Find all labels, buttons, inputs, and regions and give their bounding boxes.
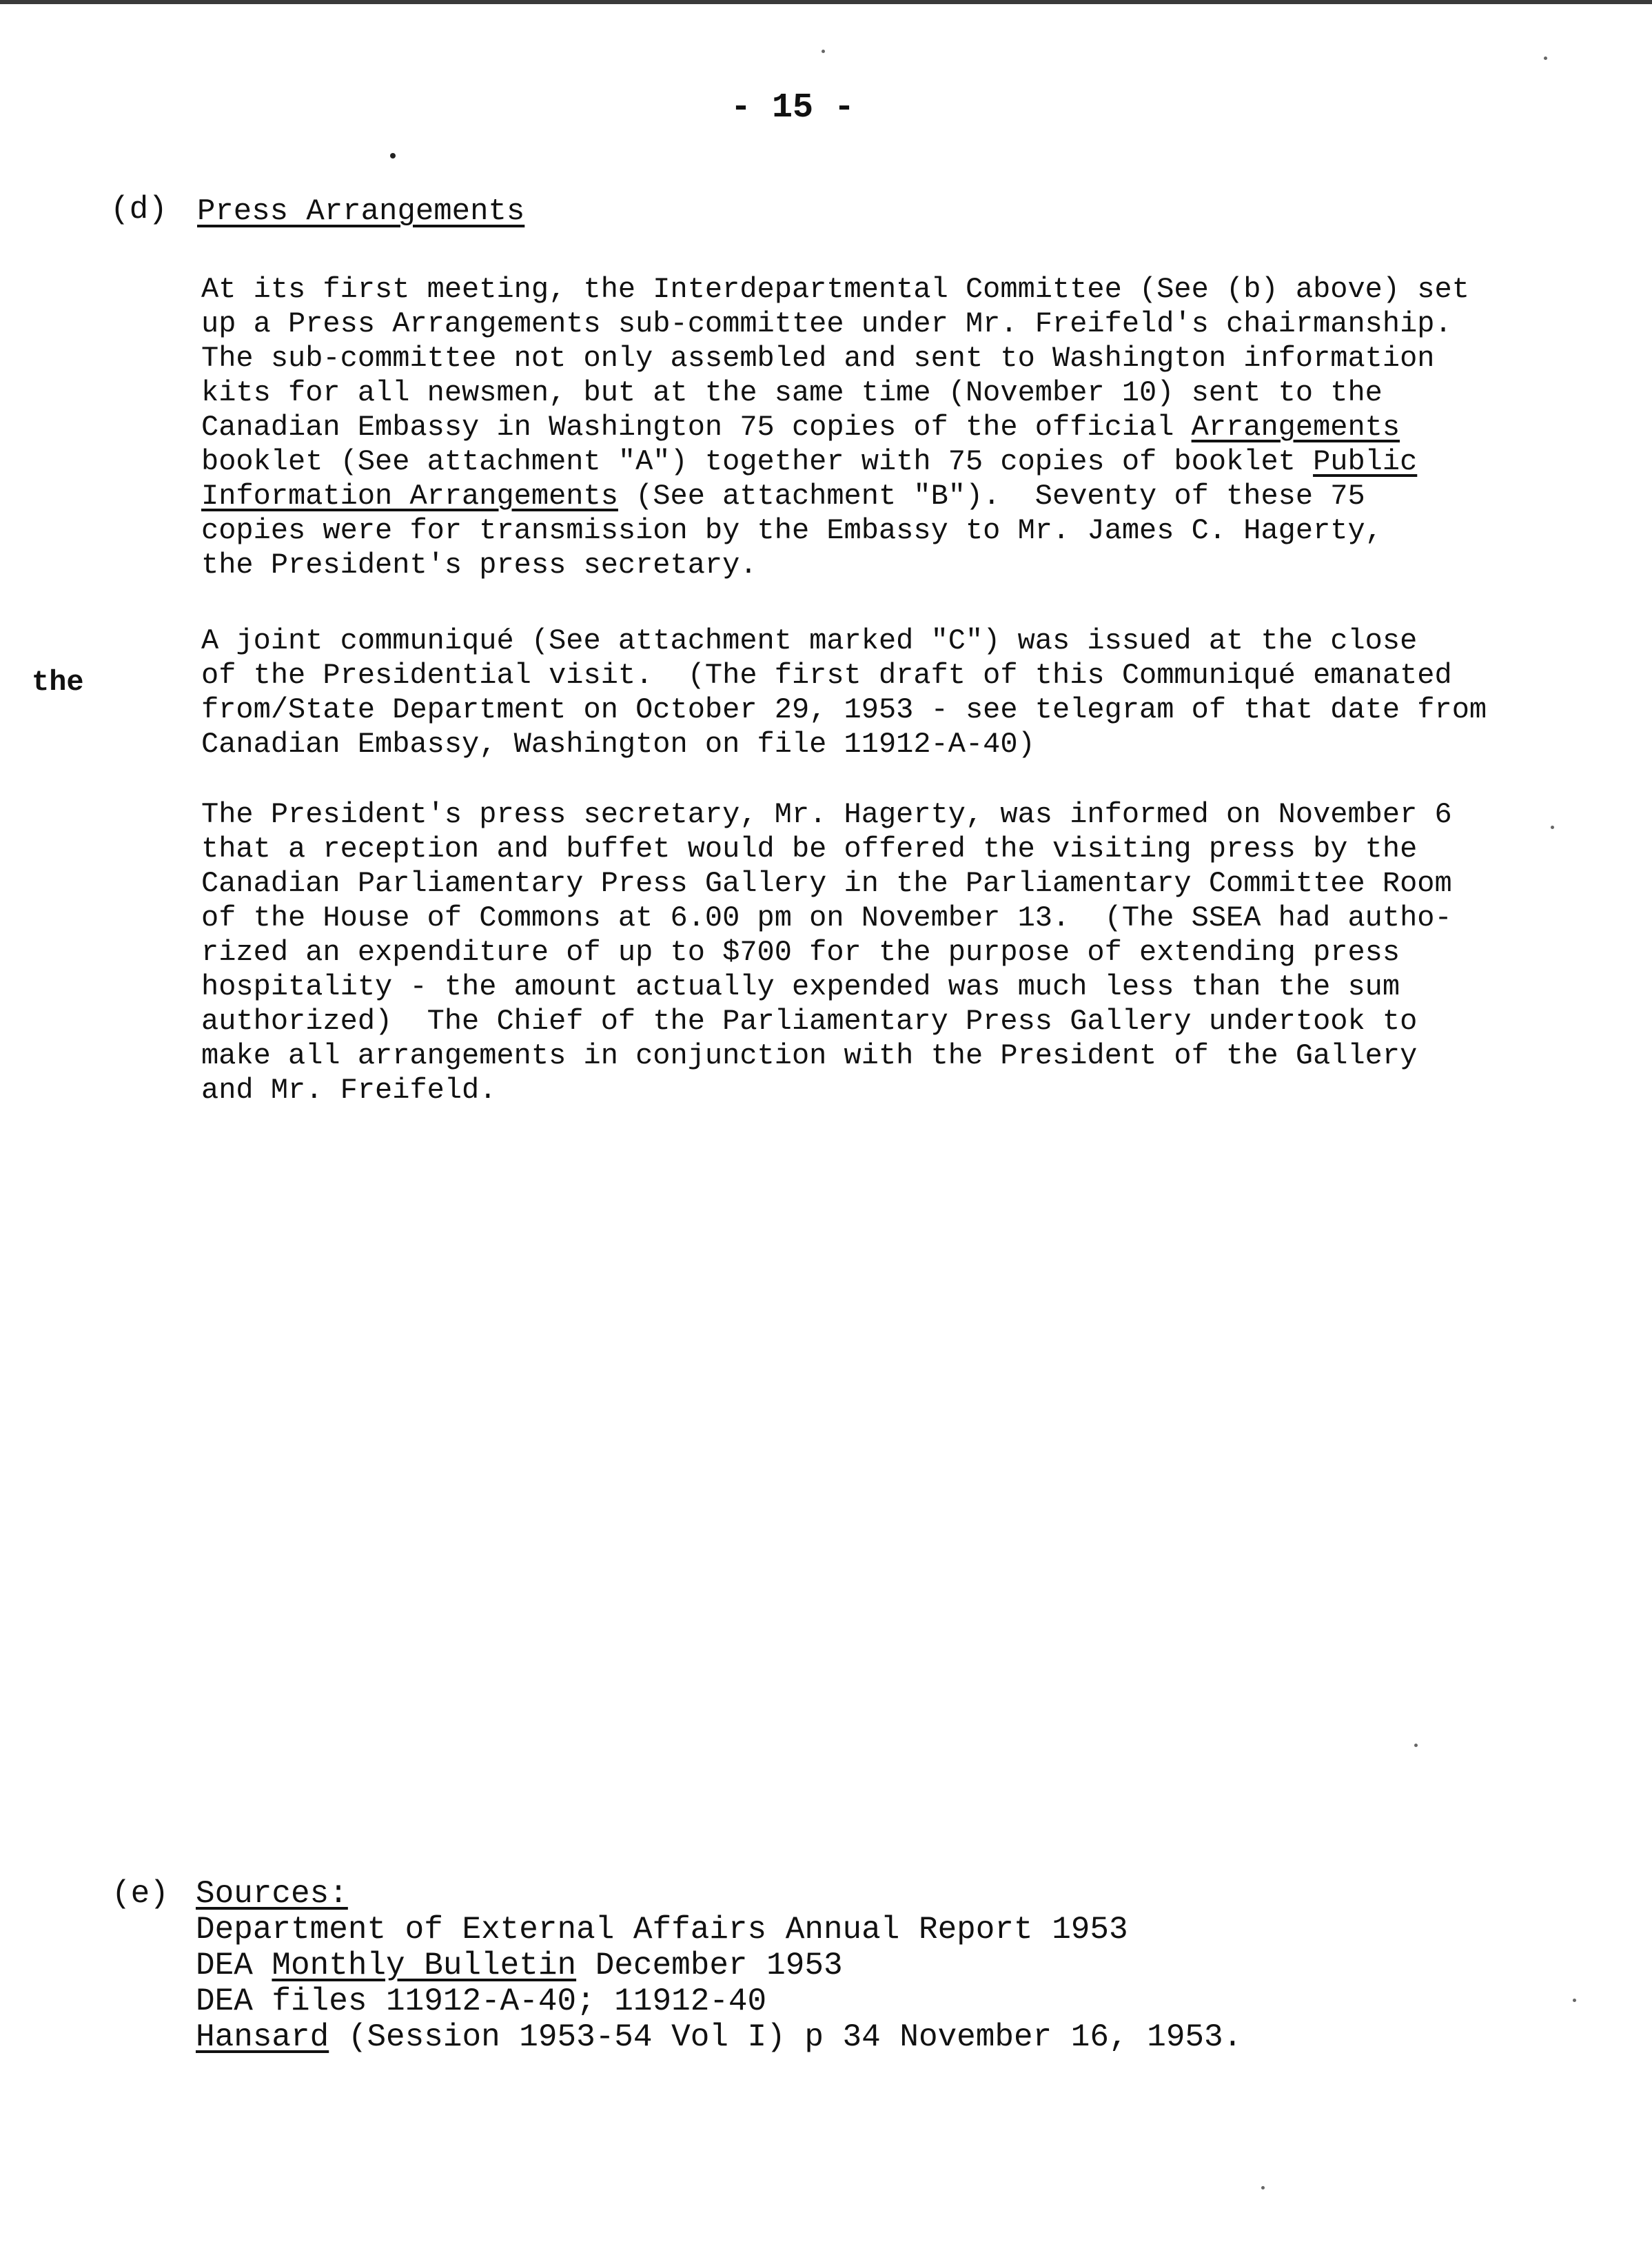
text-line: kits for all newsmen, but at the same time (November 10) sent to the xyxy=(201,376,1383,409)
scan-speck xyxy=(1544,57,1547,60)
scan-speck xyxy=(1414,1744,1418,1747)
sources-title: Sources: xyxy=(196,1876,348,1912)
margin-annotation: the xyxy=(32,666,84,699)
text-line: The President's press secretary, Mr. Hagerty, was informed on November 6 xyxy=(201,798,1452,831)
text-line: the President's press secretary. xyxy=(201,549,757,582)
scan-speck xyxy=(1573,1999,1576,2002)
source-item: (Session 1953-54 Vol I) p 34 November 16, 1953. xyxy=(329,2019,1243,2055)
paragraph-reception xyxy=(201,797,1452,1107)
sources-list xyxy=(196,1876,1242,2055)
section-d-title: Press Arrangements xyxy=(197,194,525,229)
text-line: (See attachment "B"). Seventy of these 75 xyxy=(618,480,1365,513)
text-line: A joint communiqué (See attachment marked "C") was issued at the close xyxy=(201,624,1418,657)
text-line: The sub-committee not only assembled and sent to Washington information xyxy=(201,342,1435,375)
page-top-edge xyxy=(0,0,1652,4)
scan-speck xyxy=(390,153,396,159)
text-line: booklet (See attachment "A") together with 75 copies of booklet xyxy=(201,445,1314,478)
underlined-title: Information Arrangements xyxy=(201,480,618,513)
section-e-marker: (e) xyxy=(112,1876,169,1912)
paragraph-press-kits xyxy=(201,272,1469,582)
section-d-marker: (d) xyxy=(110,192,167,227)
text-line: up a Press Arrangements sub-committee under Mr. Freifeld's chairmanship. xyxy=(201,307,1452,340)
page-number: - 15 - xyxy=(730,88,855,127)
source-item: DEA xyxy=(196,1948,272,1983)
text-line: of the Presidential visit. (The first draft of this Communiqué emanated xyxy=(201,659,1452,692)
text-line: and Mr. Freifeld. xyxy=(201,1074,497,1107)
source-item: DEA files 11912-A-40; 11912-40 xyxy=(196,1983,767,2019)
underlined-title: Hansard xyxy=(196,2019,329,2055)
text-line: Canadian Embassy, Washington on file 11912-A-40) xyxy=(201,728,1035,761)
paragraph-communique xyxy=(201,624,1487,762)
text-line: At its first meeting, the Interdepartmental Committee (See (b) above) set xyxy=(201,273,1469,306)
text-line: authorized) The Chief of the Parliamentary Press Gallery undertook to xyxy=(201,1005,1418,1038)
text-line: that a reception and buffet would be offered the visiting press by the xyxy=(201,833,1418,866)
text-line: rized an expenditure of up to $700 for the purpose of extending press xyxy=(201,936,1400,969)
underlined-title: Public xyxy=(1313,445,1418,478)
text-line: from/State Department on October 29, 1953 - see telegram of that date from xyxy=(201,693,1487,726)
text-line: Canadian Embassy in Washington 75 copies of the official xyxy=(201,411,1192,444)
text-line: hospitality - the amount actually expended was much less than the sum xyxy=(201,970,1400,1003)
scan-speck xyxy=(1261,2186,1265,2189)
text-line: of the House of Commons at 6.00 pm on November 13. (The SSEA had autho- xyxy=(201,901,1452,935)
text-line: make all arrangements in conjunction with the President of the Gallery xyxy=(201,1039,1418,1072)
underlined-title: Monthly Bulletin xyxy=(272,1948,577,1983)
text-line: Canadian Parliamentary Press Gallery in the Parliamentary Committee Room xyxy=(201,867,1452,900)
scan-speck xyxy=(822,50,825,53)
scan-speck xyxy=(1551,826,1554,829)
source-item: December 1953 xyxy=(576,1948,843,1983)
underlined-title: Arrangements xyxy=(1191,411,1400,444)
text-line: copies were for transmission by the Embassy to Mr. James C. Hagerty, xyxy=(201,514,1383,547)
source-item: Department of External Affairs Annual Report 1953 xyxy=(196,1912,1128,1948)
